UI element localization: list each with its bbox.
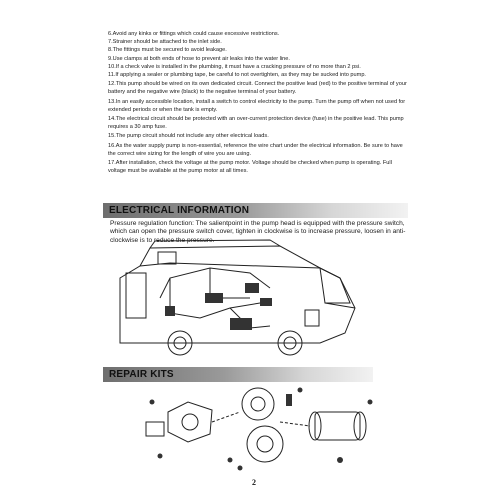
repair-kits-exploded-view: [140, 382, 390, 477]
instruction-item: 9.Use clamps at both ends of hose to prevent air leaks into the water line.: [108, 55, 290, 62]
page-number: 2: [252, 478, 256, 487]
pressure-regulation-paragraph: Pressure regulation function: The salientpoint in the pump head is equipped with the pressure switch, which can open the pressure switch cover, tighten in clockwise is to increase pressure, loosen in anti-clockwise is to reduce the pressure.: [110, 220, 406, 244]
instruction-item: 6.Avoid any kinks or fittings which could cause excessive restrictions.: [108, 31, 280, 37]
instruction-item: 16.As the water supply pump is non-essential, reference the wire chart under the electrical information. Be sure to have the correct wire sizing for the length of wire you are using.: [108, 142, 403, 157]
electrical-section-header: [103, 203, 408, 218]
installation-instructions: [108, 30, 408, 175]
instruction-item: 15.The pump circuit should not include any other electrical loads.: [108, 133, 269, 140]
repair-heading: REPAIR KITS: [109, 369, 174, 380]
repair-section-header: [103, 367, 373, 382]
instruction-item: 10.If a check valve is installed in the plumbing, it must have a cracking pressure of no more than 2 psi.: [108, 63, 361, 70]
instruction-item: 11.If applying a sealer or plumbing tape, be careful to not overtighten, as they may be sucked into pump.: [108, 72, 366, 79]
rv-plumbing-diagram: [110, 238, 380, 368]
electrical-heading: ELECTRICAL INFORMATION: [109, 205, 250, 216]
instruction-item: 17.After installation, check the voltage at the pump motor. Voltage should be checked when pump is operating. Full voltage must be available at the pump motor at all times.: [108, 160, 392, 175]
instruction-item: 14.The electrical circuit should be protected with an over-current protection device (fuse) in the positive lead. This pump requires a 30 amp fuse.: [108, 116, 404, 131]
instruction-item: 13.In an easily accessible location, install a switch to control electricity to the pump. Turn the pump off when not used for extended periods or when the tank is empty.: [108, 98, 406, 113]
instruction-item: 7.Strainer should be attached to the inlet side.: [108, 39, 222, 46]
instruction-item: 12.This pump should be wired on its own dedicated circuit. Connect the positive lead (red) to the positive terminal of your battery and the negative wire (black) to the negative terminal of your battery.: [108, 81, 407, 96]
instruction-item: 8.The fittings must be secured to avoid leakage.: [108, 47, 227, 54]
